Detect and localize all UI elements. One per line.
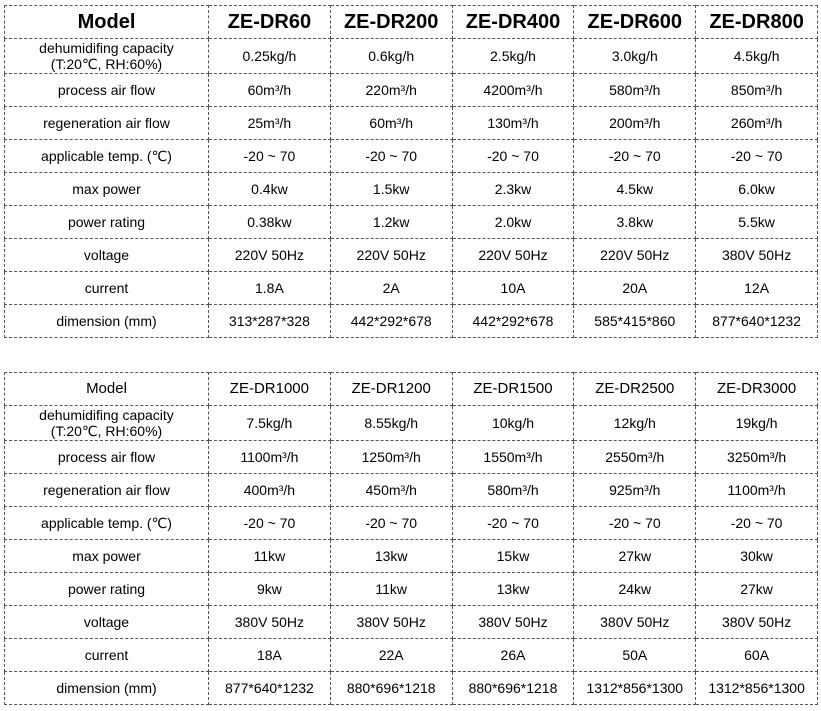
row-label-cell <box>5 39 209 74</box>
row-label-text: applicable temp. (℃) <box>41 515 172 531</box>
value-cell: 220V 50Hz <box>209 239 331 272</box>
table-row <box>5 239 818 272</box>
row-label-text: regeneration air flow <box>43 482 170 498</box>
row-label-text: (T:20℃, RH:60%) <box>50 56 163 72</box>
row-label-text: max power <box>72 181 141 197</box>
table-row <box>5 173 818 206</box>
table-row <box>5 206 818 239</box>
table-row <box>5 272 818 305</box>
value-cell: 442*292*678 <box>330 305 452 338</box>
row-label-cell <box>5 672 209 705</box>
value-cell: 10A <box>452 272 574 305</box>
value-cell: 60A <box>696 639 818 672</box>
model-name-cell: ZE-DR400 <box>452 6 574 39</box>
value-cell: 3.8kw <box>574 206 696 239</box>
value-cell: 4.5kg/h <box>696 39 818 74</box>
value-cell: 880*696*1218 <box>452 672 574 705</box>
row-label-text: (T:20℃, RH:60%) <box>50 423 163 439</box>
header-row <box>5 6 818 39</box>
value-cell: 15kw <box>452 540 574 573</box>
value-cell: 19kg/h <box>696 406 818 441</box>
table-row <box>5 406 818 441</box>
value-cell: 1100m³/h <box>209 441 331 474</box>
row-label-text: dimension (mm) <box>56 313 157 329</box>
row-label-cell <box>5 406 209 441</box>
row-label-text: voltage <box>83 614 130 630</box>
value-cell: 220V 50Hz <box>452 239 574 272</box>
value-cell: 0.4kw <box>209 173 331 206</box>
row-label-cell <box>5 74 209 107</box>
value-cell: 60m³/h <box>209 74 331 107</box>
value-cell: 850m³/h <box>696 74 818 107</box>
row-label-text: process air flow <box>57 449 156 465</box>
table-body <box>5 6 818 338</box>
value-cell: 24kw <box>574 573 696 606</box>
row-label-cell <box>5 173 209 206</box>
row-label-cell <box>5 239 209 272</box>
value-cell: 0.38kw <box>209 206 331 239</box>
value-cell: 20A <box>574 272 696 305</box>
value-cell: 2.3kw <box>452 173 574 206</box>
row-label-cell <box>5 507 209 540</box>
value-cell: 1.2kw <box>330 206 452 239</box>
table-row <box>5 140 818 173</box>
value-cell: 2.0kw <box>452 206 574 239</box>
value-cell: 2A <box>330 272 452 305</box>
value-cell: 380V 50Hz <box>574 606 696 639</box>
table-row <box>5 573 818 606</box>
table-row <box>5 74 818 107</box>
value-cell: 25m³/h <box>209 107 331 140</box>
row-label-cell <box>5 206 209 239</box>
value-cell: 1250m³/h <box>330 441 452 474</box>
value-cell: 925m³/h <box>574 474 696 507</box>
value-cell: 1100m³/h <box>696 474 818 507</box>
model-name-cell: ZE-DR60 <box>209 6 331 39</box>
value-cell: 2.5kg/h <box>452 39 574 74</box>
row-label-text: power rating <box>67 214 146 230</box>
value-cell: 380V 50Hz <box>330 606 452 639</box>
value-cell: 400m³/h <box>209 474 331 507</box>
row-label-text: max power <box>72 548 141 564</box>
model-name-cell: ZE-DR2500 <box>574 373 696 406</box>
table-row <box>5 639 818 672</box>
value-cell: 1312*856*1300 <box>574 672 696 705</box>
row-label-text: voltage <box>83 247 130 263</box>
row-label-cell <box>5 540 209 573</box>
value-cell: 380V 50Hz <box>452 606 574 639</box>
table-row <box>5 441 818 474</box>
model-name-cell: ZE-DR1500 <box>452 373 574 406</box>
row-label-cell <box>5 573 209 606</box>
row-label-text: current <box>84 280 129 296</box>
value-cell: 2550m³/h <box>574 441 696 474</box>
table-row <box>5 540 818 573</box>
row-label-cell <box>5 272 209 305</box>
value-cell: 5.5kw <box>696 206 818 239</box>
row-label-cell <box>5 305 209 338</box>
value-cell: 877*640*1232 <box>209 672 331 705</box>
value-cell: 580m³/h <box>574 74 696 107</box>
value-cell: 220m³/h <box>330 74 452 107</box>
spec-table-bottom <box>4 372 818 705</box>
model-name-cell: ZE-DR800 <box>696 6 818 39</box>
value-cell: 12A <box>696 272 818 305</box>
value-cell: 380V 50Hz <box>696 239 818 272</box>
value-cell: 580m³/h <box>452 474 574 507</box>
model-name-cell: ZE-DR1200 <box>330 373 452 406</box>
table-row <box>5 672 818 705</box>
row-label-text: applicable temp. (℃) <box>41 148 172 164</box>
value-cell: -20 ~ 70 <box>209 140 331 173</box>
row-label-cell <box>5 441 209 474</box>
value-cell: 18A <box>209 639 331 672</box>
row-label-text: dimension (mm) <box>56 680 157 696</box>
value-cell: 585*415*860 <box>574 305 696 338</box>
table-row <box>5 507 818 540</box>
value-cell: 0.25kg/h <box>209 39 331 74</box>
value-cell: 12kg/h <box>574 406 696 441</box>
table-body <box>5 373 818 705</box>
table-row <box>5 305 818 338</box>
value-cell: 220V 50Hz <box>574 239 696 272</box>
row-label-cell <box>5 606 209 639</box>
value-cell: 26A <box>452 639 574 672</box>
value-cell: 220V 50Hz <box>330 239 452 272</box>
value-cell: 380V 50Hz <box>209 606 331 639</box>
value-cell: 3.0kg/h <box>574 39 696 74</box>
value-cell: -20 ~ 70 <box>330 507 452 540</box>
spec-table-top <box>4 5 818 338</box>
value-cell: 130m³/h <box>452 107 574 140</box>
row-label-text: regeneration air flow <box>43 115 170 131</box>
value-cell: 60m³/h <box>330 107 452 140</box>
value-cell: -20 ~ 70 <box>696 507 818 540</box>
value-cell: 260m³/h <box>696 107 818 140</box>
value-cell: 880*696*1218 <box>330 672 452 705</box>
value-cell: 1550m³/h <box>452 441 574 474</box>
table-row <box>5 39 818 74</box>
row-label-text: power rating <box>67 581 146 597</box>
table-row <box>5 107 818 140</box>
table-row <box>5 474 818 507</box>
value-cell: 3250m³/h <box>696 441 818 474</box>
value-cell: -20 ~ 70 <box>330 140 452 173</box>
value-cell: 1.5kw <box>330 173 452 206</box>
value-cell: 9kw <box>209 573 331 606</box>
value-cell: 30kw <box>696 540 818 573</box>
value-cell: 22A <box>330 639 452 672</box>
value-cell: 50A <box>574 639 696 672</box>
value-cell: 0.6kg/h <box>330 39 452 74</box>
value-cell: 200m³/h <box>574 107 696 140</box>
row-label-cell <box>5 639 209 672</box>
value-cell: 313*287*328 <box>209 305 331 338</box>
row-label-cell <box>5 474 209 507</box>
model-name-cell: ZE-DR3000 <box>696 373 818 406</box>
value-cell: -20 ~ 70 <box>452 140 574 173</box>
row-label-cell <box>5 140 209 173</box>
model-header-cell: Model <box>5 373 209 406</box>
value-cell: 13kw <box>452 573 574 606</box>
table-row <box>5 606 818 639</box>
value-cell: 1312*856*1300 <box>696 672 818 705</box>
row-label-text: current <box>84 647 129 663</box>
model-header-cell: Model <box>5 6 209 39</box>
value-cell: 4200m³/h <box>452 74 574 107</box>
value-cell: 11kw <box>330 573 452 606</box>
value-cell: 10kg/h <box>452 406 574 441</box>
value-cell: -20 ~ 70 <box>696 140 818 173</box>
value-cell: 27kw <box>574 540 696 573</box>
value-cell: 13kw <box>330 540 452 573</box>
value-cell: -20 ~ 70 <box>452 507 574 540</box>
header-row <box>5 373 818 406</box>
value-cell: 6.0kw <box>696 173 818 206</box>
value-cell: -20 ~ 70 <box>574 507 696 540</box>
value-cell: 442*292*678 <box>452 305 574 338</box>
value-cell: 8.55kg/h <box>330 406 452 441</box>
row-label-text: dehumidifing capacity <box>39 407 174 423</box>
row-label-text: process air flow <box>57 82 156 98</box>
row-label-cell <box>5 107 209 140</box>
value-cell: -20 ~ 70 <box>574 140 696 173</box>
model-name-cell: ZE-DR200 <box>330 6 452 39</box>
row-label-text: dehumidifing capacity <box>39 40 174 56</box>
model-name-cell: ZE-DR1000 <box>209 373 331 406</box>
value-cell: 7.5kg/h <box>209 406 331 441</box>
value-cell: 380V 50Hz <box>696 606 818 639</box>
value-cell: 877*640*1232 <box>696 305 818 338</box>
value-cell: 11kw <box>209 540 331 573</box>
value-cell: -20 ~ 70 <box>209 507 331 540</box>
value-cell: 27kw <box>696 573 818 606</box>
value-cell: 450m³/h <box>330 474 452 507</box>
value-cell: 1.8A <box>209 272 331 305</box>
model-name-cell: ZE-DR600 <box>574 6 696 39</box>
value-cell: 4.5kw <box>574 173 696 206</box>
